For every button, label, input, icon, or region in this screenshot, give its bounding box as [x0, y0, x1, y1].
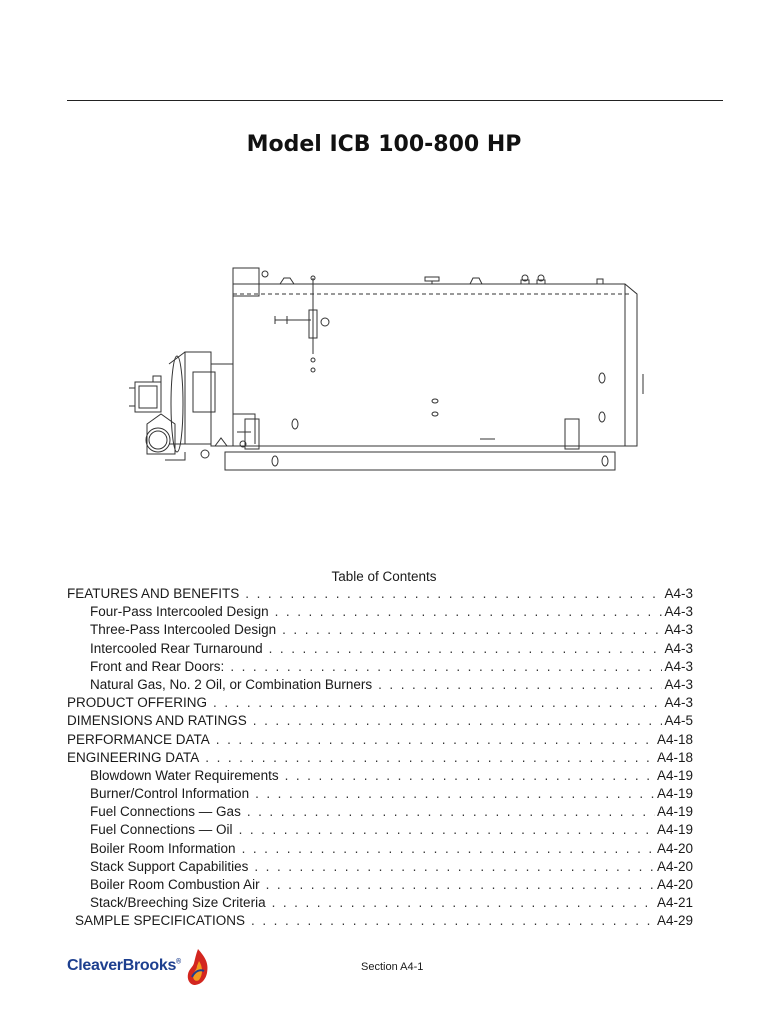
- toc-entry[interactable]: PERFORMANCE DATA . . . A4-18: [67, 731, 693, 749]
- inspection-port: [146, 428, 170, 452]
- toc-entry[interactable]: FEATURES AND BENEFITS . . . A4-3: [67, 585, 693, 603]
- toc-heading: Table of Contents: [331, 569, 437, 584]
- toc-entry[interactable]: ENGINEERING DATA . . . A4-18: [67, 749, 693, 767]
- toc-entry[interactable]: Fuel Connections — Gas . . . A4-19: [67, 803, 693, 821]
- toc-entry[interactable]: Burner/Control Information . . . A4-19: [67, 785, 693, 803]
- toc-entry[interactable]: Boiler Room Information . . . A4-20: [67, 840, 693, 858]
- toc-entry[interactable]: Stack Support Capabilities . . . A4-20: [67, 858, 693, 876]
- toc-entry[interactable]: Front and Rear Doors: . . . A4-3: [67, 658, 693, 676]
- base-skid: [225, 452, 615, 470]
- toc-entry[interactable]: Blowdown Water Requirements . . . A4-19: [67, 767, 693, 785]
- logo-text: CleaverBrooks®: [67, 957, 181, 974]
- section-label: Section A4-1: [361, 961, 424, 973]
- stack: [233, 268, 259, 296]
- header-rule: [67, 100, 723, 101]
- boiler-drawing: [125, 264, 655, 476]
- toc-entry[interactable]: Natural Gas, No. 2 Oil, or Combination Burners . . . A4-3: [67, 676, 693, 694]
- page-title: Model ICB 100-800 HP: [246, 132, 522, 157]
- flame-icon: [185, 947, 211, 987]
- toc-entry[interactable]: Stack/Breeching Size Criteria . . . A4-21: [67, 894, 693, 912]
- front-door: [211, 364, 233, 446]
- toc-entry[interactable]: Intercooled Rear Turnaround . . . A4-3: [67, 640, 693, 658]
- toc-entry[interactable]: PRODUCT OFFERING . . . A4-3: [67, 694, 693, 712]
- toc-entry[interactable]: Fuel Connections — Oil . . . A4-19: [67, 821, 693, 839]
- cleaverbrooks-logo: [67, 947, 217, 987]
- boiler-shell: [233, 284, 637, 446]
- toc-entry[interactable]: Boiler Room Combustion Air . . . A4-20: [67, 876, 693, 894]
- toc-entry[interactable]: DIMENSIONS AND RATINGS . . . A4-5: [67, 712, 693, 730]
- table-of-contents: [67, 585, 693, 931]
- toc-entry[interactable]: SAMPLE SPECIFICATIONS . . . A4-29: [67, 912, 693, 930]
- toc-entry[interactable]: Three-Pass Intercooled Design . . . A4-3: [67, 621, 693, 639]
- toc-entry[interactable]: Four-Pass Intercooled Design . . . A4-3: [67, 603, 693, 621]
